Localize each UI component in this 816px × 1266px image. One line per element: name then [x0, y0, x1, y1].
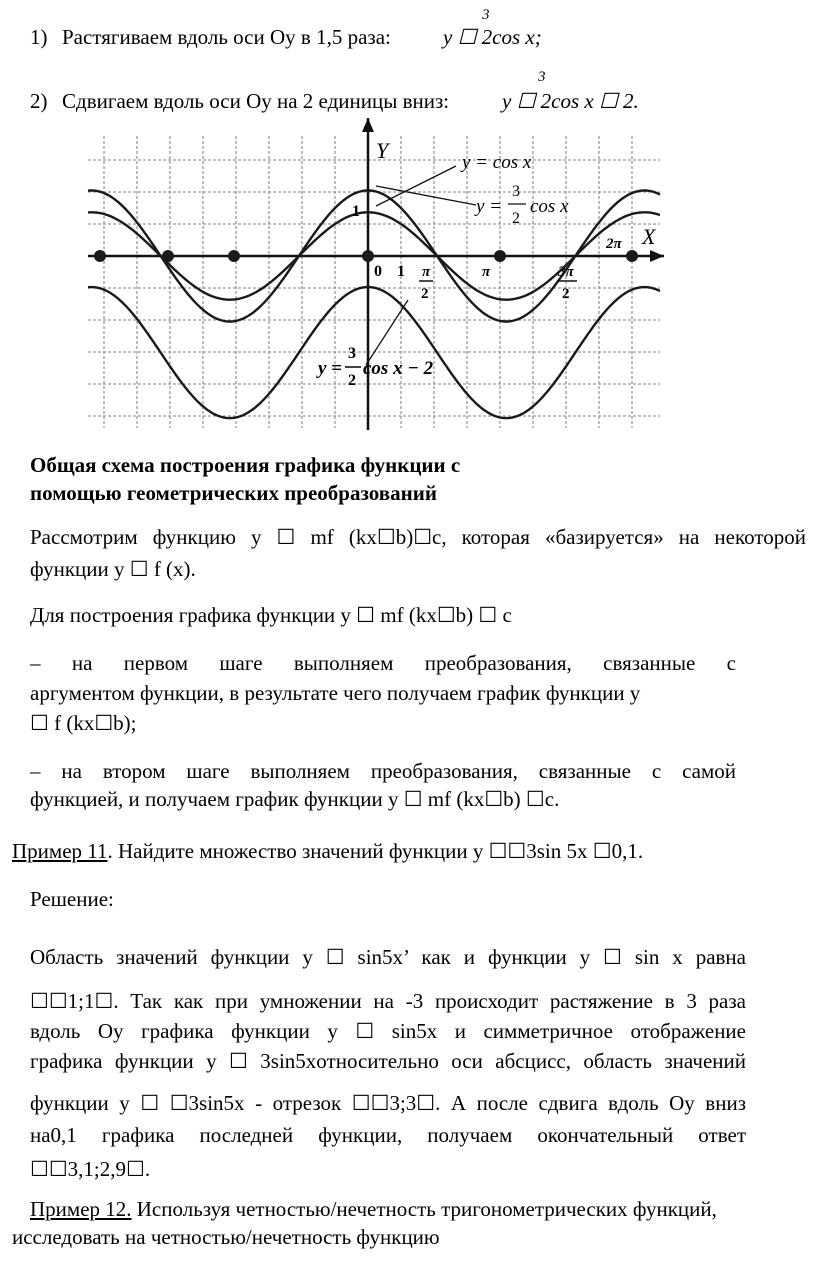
paragraph-2-line1: Для построения графика функции y ☐ mf (kx☐b) ☐ c: [30, 603, 512, 627]
x-axis-arrow-icon: [650, 250, 664, 262]
paragraph-4-line2: функцией, и получаем график функции y ☐ mf (kx☐b) ☐c.: [30, 787, 560, 811]
label-shift-num: 3: [348, 345, 356, 362]
tick-zero: 0: [374, 263, 382, 280]
label-shift-den: 2: [348, 372, 356, 389]
paragraph-3-line2: аргументом функции, в результате чего получаем график функции y: [30, 681, 641, 705]
step2-formula: y ☐ 2cos x ☐ 2.: [502, 89, 639, 113]
zero-marker-dot: [94, 250, 106, 262]
paragraph-5-line7: ☐☐3,1;2,9☐.: [30, 1157, 151, 1181]
example-11-text: . Найдите множество значений функции y ☐☐3sin 5x ☐0,1.: [107, 839, 644, 863]
graph-grid: [88, 136, 660, 428]
tick-y-one: 1: [352, 203, 360, 220]
paragraph-1-line1: Рассмотрим функцию y ☐ mf (kx☐b)☐c, которая «базируется» на некоторой: [30, 525, 806, 549]
step1-text: Растягиваем вдоль оси Оу в 1,5 раза:: [62, 25, 391, 49]
pointer-arrow-32cos: [376, 186, 476, 205]
example-12-label: Пример 12.: [30, 1197, 132, 1221]
paragraph-5-line1: Область значений функции y ☐ sin5x’ как и функции y ☐ sin x равна: [30, 945, 746, 969]
paragraph-1-line2: функции y ☐ f (x).: [30, 557, 196, 581]
x-axis-label: X: [642, 224, 656, 249]
zero-marker-dot: [228, 250, 240, 262]
example-12: [30, 1196, 717, 1222]
zero-marker-dot: [626, 250, 638, 262]
cosine-transform-graph: [0, 0, 816, 440]
tick-2pi: 2π: [606, 236, 622, 252]
zero-marker-dot: [494, 250, 506, 262]
zero-marker-dot: [162, 250, 174, 262]
label-32cos-num: 3: [512, 183, 520, 200]
label-32cos-den: 2: [512, 210, 520, 227]
label-32cos-y: y =: [476, 196, 503, 217]
step1-number: 1): [30, 25, 48, 49]
step2-fraction-numerator: 3: [538, 69, 546, 85]
tick-3pi-half-num: 3π: [558, 264, 574, 280]
step1-fraction-numerator: 3: [482, 7, 490, 23]
y-axis-arrow-icon: [362, 118, 374, 132]
section-heading-line1: Общая схема построения графика функции с: [30, 453, 461, 477]
example-12-line2: исследовать на четностью/нечетность функцию: [12, 1225, 440, 1249]
y-axis-label: Y: [376, 138, 389, 163]
paragraph-5-line4: графика функции y ☐ 3sin5xотносительно оси абсцисс, область значений: [30, 1049, 746, 1073]
label-shift-y: y =: [318, 358, 343, 379]
label-shift-fn: cos x − 2: [363, 358, 434, 379]
label-32cos-fn: cos x: [530, 196, 569, 217]
tick-pi-half-num: π: [422, 264, 431, 280]
example-11: [12, 838, 643, 864]
step2-number: 2): [30, 89, 48, 113]
paragraph-3-line3: ☐ f (kx☐b);: [30, 711, 137, 735]
pointer-arrow-cos: [376, 166, 456, 206]
tick-x-one: 1: [397, 263, 405, 280]
pointer-arrow-shift: [366, 300, 408, 365]
tick-3pi-half-den: 2: [562, 286, 570, 302]
paragraph-5-line2: ☐☐1;1☐. Так как при умножении на -3 происходит растяжение в 3 раза: [30, 989, 746, 1013]
label-cos-x: y = cos x: [462, 152, 532, 173]
paragraph-5-line6: на0,1 графика последней функции, получаем окончательный ответ: [30, 1123, 746, 1147]
paragraph-4-line1: – на втором шаге выполняем преобразования, связанные с самой: [30, 759, 736, 783]
solution-label: Решение:: [30, 887, 114, 911]
step1-formula: y ☐ 2cos x;: [443, 25, 542, 49]
tick-pi: π: [482, 264, 491, 280]
section-heading-line2: помощью геометрических преобразований: [30, 481, 437, 505]
step2-text: Сдвигаем вдоль оси Оу на 2 единицы вниз:: [62, 89, 450, 113]
tick-pi-half-den: 2: [421, 286, 429, 302]
paragraph-5-line3: вдоль Оу графика функции y ☐ sin5x и симметричное отображение: [30, 1019, 746, 1043]
example-11-label: Пример 11: [12, 839, 108, 863]
zero-marker-dot: [362, 250, 374, 262]
paragraph-5-line5: функции y ☐ ☐3sin5x - отрезок ☐☐3;3☐. А после сдвига вдоль Оу вниз: [30, 1091, 746, 1115]
paragraph-3-line1: – на первом шаге выполняем преобразования, связанные с: [30, 651, 736, 675]
example-12-text: Используя четностью/нечетность тригонометрических функций,: [131, 1197, 717, 1221]
